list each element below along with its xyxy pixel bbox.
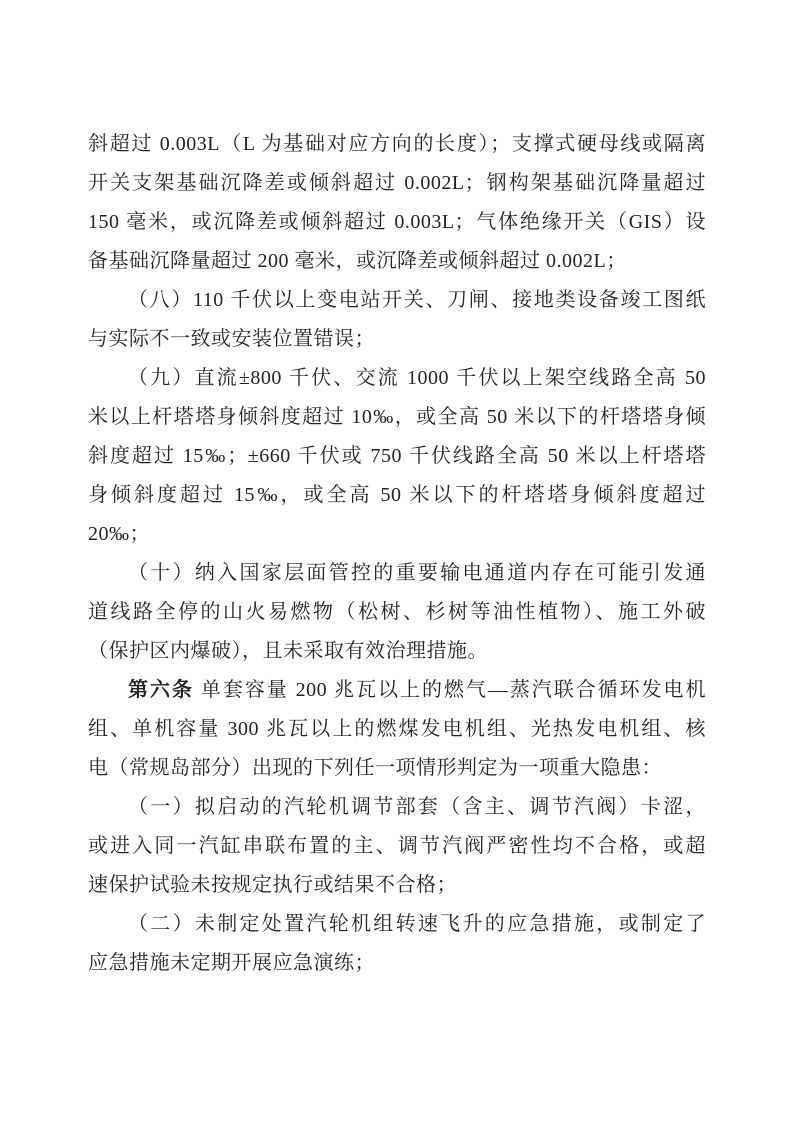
para-article6-item-1 — [88, 788, 706, 905]
text-block — [88, 125, 706, 983]
para-item-8 — [88, 281, 706, 359]
para-item-9 — [88, 359, 706, 554]
text-line: 150 毫米，或沉降差或倾斜超过 0.003L；气体绝缘开关（GIS）设 — [88, 211, 706, 233]
text-line: 应急措施未定期开展应急演练； — [88, 952, 375, 974]
text-line: （保护区内爆破），且未采取有效治理措施。 — [88, 640, 488, 662]
text-line: 速保护试验未按规定执行或结果不合格； — [88, 874, 457, 896]
text-line: 备基础沉降量超过 200 毫米，或沉降差或倾斜超过 0.002L； — [88, 250, 627, 272]
para-article-6 — [88, 671, 706, 788]
text-line: 米以上杆塔塔身倾斜度超过 10‰，或全高 50 米以下的杆塔塔身倾 — [88, 406, 706, 428]
text-line: 身倾斜度超过 15‰，或全高 50 米以下的杆塔塔身倾斜度超过 — [88, 484, 706, 506]
text-line: 与实际不一致或安装位置错误； — [88, 328, 375, 350]
text-line: （九）直流±800 千伏、交流 1000 千伏以上架空线路全高 50 — [128, 367, 706, 389]
text-line: （二）未制定处置汽轮机组转速飞升的应急措施，或制定了 — [128, 913, 706, 935]
text-line: 斜超过 0.003L（L 为基础对应方向的长度）；支撑式硬母线或隔离 — [88, 133, 706, 155]
text-line: （十）纳入国家层面管控的重要输电通道内存在可能引发通 — [128, 562, 706, 584]
text-run: 单套容量 200 兆瓦以上的燃气—蒸汽联合循环发电机 — [193, 679, 706, 701]
text-line: 道线路全停的山火易燃物（松树、杉树等油性植物）、施工外破 — [88, 601, 706, 623]
text-line: （八）110 千伏以上变电站开关、刀闸、接地类设备竣工图纸 — [128, 289, 706, 311]
text-line: 或进入同一汽缸串联布置的主、调节汽阀严密性均不合格，或超 — [88, 835, 706, 857]
para-article6-item-2 — [88, 905, 706, 983]
text-line — [88, 671, 706, 710]
text-line: （一）拟启动的汽轮机调节部套（含主、调节汽阀）卡涩， — [128, 796, 706, 818]
text-line: 开关支架基础沉降差或倾斜超过 0.002L；钢构架基础沉降量超过 — [88, 172, 706, 194]
text-line: 组、单机容量 300 兆瓦以上的燃煤发电机组、光热发电机组、核 — [88, 718, 706, 740]
article-heading: 第六条 — [128, 679, 194, 701]
para-item7-continuation — [88, 125, 706, 281]
text-line: 20‰； — [88, 523, 150, 545]
para-item-10 — [88, 554, 706, 671]
text-line: 斜度超过 15‰；±660 千伏或 750 千伏线路全高 50 米以上杆塔塔 — [88, 445, 706, 467]
text-line: 电（常规岛部分）出现的下列任一项情形判定为一项重大隐患： — [88, 757, 662, 779]
